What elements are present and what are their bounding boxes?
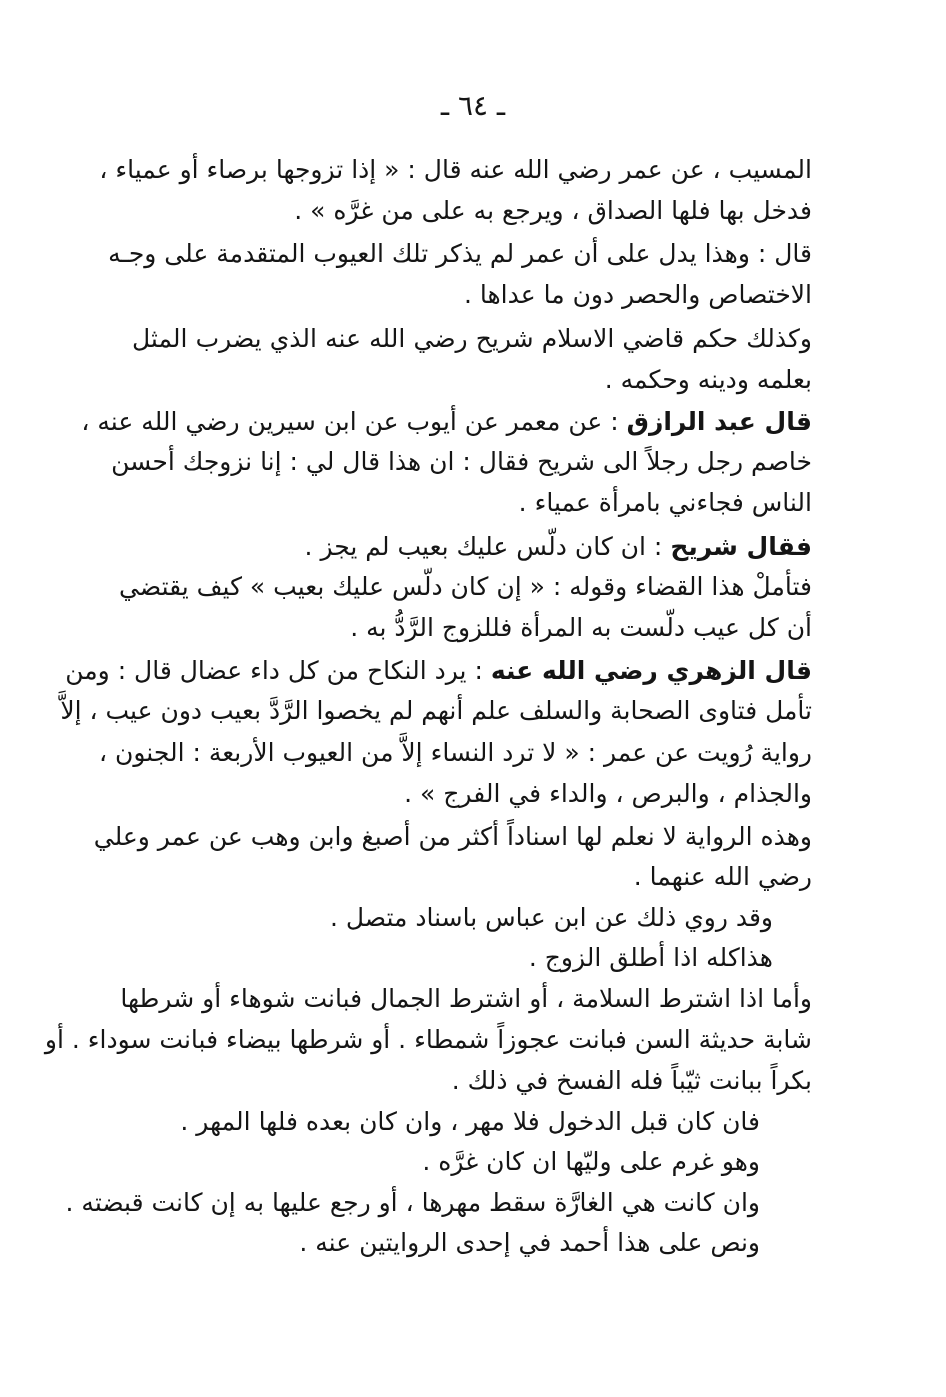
text-line: فدخل بها فلها الصداق ، ويرجع به على من غرَّه » . [294,196,812,225]
text-line: رضي الله عنهما . [633,862,812,891]
line-text: : يرد النكاح من كل داء عضال قال : ومن [65,656,491,685]
text-line: بعلمه ودينه وحكمه . [604,365,812,394]
text-line: ونص على هذا أحمد في إحدى الروايتين عنه . [299,1228,760,1257]
text-line: وقد روي ذلك عن ابن عباس باسناد متصل . [329,903,773,932]
text-line [65,652,812,690]
text-line: المسيب ، عن عمر رضي الله عنه قال : « إذا تزوجها برصاء أو عمياء ، [99,155,812,184]
text-line: رواية رُويت عن عمر : « لا ترد النساء إلاَّ من العيوب الأربعة : الجنون ، [98,738,812,767]
text-line [81,403,812,441]
text-line: شابة حديثة السن فبانت عجوزاً شمطاء . أو شرطها بيضاء فبانت سوداء . أو [44,1025,812,1054]
text-line: وهو غرم على وليّها ان كان غرَّه . [422,1147,760,1176]
text-line: والجذام ، والبرص ، والداء في الفرج » . [404,779,812,808]
text-line [305,528,812,566]
text-line: وأما اذا اشترط السلامة ، أو اشترط الجمال فبانت شوهاء أو شرطها [120,984,812,1013]
text-line: خاصم رجل رجلاً الى شريح فقال : ان هذا قال لي : إنا نزوجك أحسن [111,447,812,476]
speaker-heading: قال عبد الرازق [626,407,812,436]
text-line: وهذه الرواية لا نعلم لها اسناداً أكثر من أصبغ وابن وهب عن عمر وعلي [93,822,812,851]
text-line: أن كل عيب دلّست به المرأة فللزوج الرَّدُّ به . [350,613,812,642]
text-line: تأمل فتاوى الصحابة والسلف علم أنهم لم يخصوا الرَّدَّ بعيب دون عيب ، إلاَّ [60,696,812,725]
text-line: بكراً ببانت ثيّباً فله الفسخ في ذلك . [451,1066,812,1095]
speaker-heading: قال الزهري رضي الله عنه [490,656,812,685]
text-line: الناس فجاءني بامرأة عمياء . [518,488,812,517]
speaker-heading: فقال شريح [670,532,812,561]
text-line: وكذلك حكم قاضي الاسلام شريح رضي الله عنه الذي يضرب المثل [132,324,812,353]
page-number: ـ ٦٤ ـ [440,89,506,122]
text-line: وان كانت هي الغارَّة سقط مهرها ، أو رجع عليها به إن كانت قبضته . [65,1188,760,1217]
text-line: فان كان قبل الدخول فلا مهر ، وان كان بعده فلها المهر . [180,1107,760,1136]
text-line: قال : وهذا يدل على أن عمر لم يذكر تلك العيوب المتقدمة على وجـه [108,239,812,268]
line-text: : عن معمر عن أيوب عن ابن سيرين رضي الله عنه ، [81,407,627,436]
text-line: الاختصاص والحصر دون ما عداها . [463,280,812,309]
text-line: هذاكله اذا أطلق الزوج . [528,943,773,972]
text-line: فتأملْ هذا القضاء وقوله : « إن كان دلّس عليك بعيب » كيف يقتضي [119,572,812,601]
line-text: : ان كان دلّس عليك بعيب لم يجز . [304,532,671,561]
